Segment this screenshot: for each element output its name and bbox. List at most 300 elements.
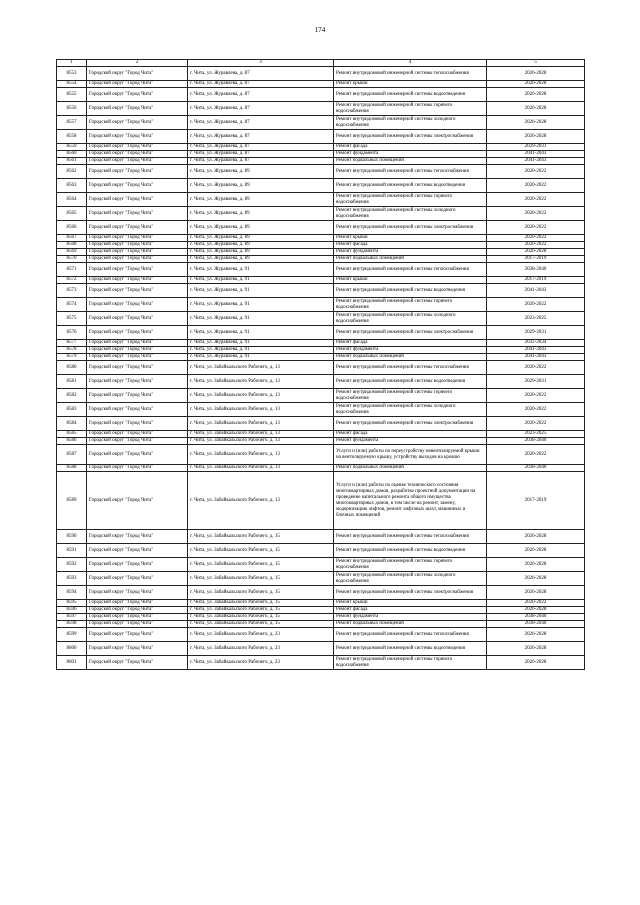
address-cell: г. Чита, ул. Забайкальского Рабочего, д. 13 [188, 431, 334, 438]
period-cell: 2026-2028 [487, 130, 585, 144]
address-cell: г. Чита, ул. Журавлева, д. 89 [188, 207, 334, 221]
table-row [57, 445, 585, 465]
municipality-cell: Городской округ "Город Чита" [87, 375, 188, 389]
period-cell: 2020-2022 [487, 221, 585, 235]
work-type-cell: Ремонт фундамента [334, 347, 487, 354]
municipality-cell: Городской округ "Город Чита" [87, 284, 188, 298]
address-cell: г. Чита, ул. Журавлева, д. 89 [188, 165, 334, 179]
work-type-cell: Ремонт фасада [334, 431, 487, 438]
work-type-cell: Ремонт подвальных помещений [334, 354, 487, 361]
municipality-cell: Городской округ "Город Чита" [87, 600, 188, 607]
address-cell: г. Чита, ул. Забайкальского Рабочего, д. 13 [188, 438, 334, 445]
municipality-cell: Городской округ "Город Чита" [87, 193, 188, 207]
column-header: 3 [188, 60, 334, 67]
table-row [57, 417, 585, 431]
municipality-cell: Городской округ "Город Чита" [87, 431, 188, 438]
row-number: 8557 [57, 116, 87, 130]
municipality-cell: Городской округ "Город Чита" [87, 389, 188, 403]
table-row [57, 221, 585, 235]
address-cell: г. Чита, ул. Журавлева, д. 87 [188, 81, 334, 88]
table-row [57, 179, 585, 193]
work-type-cell: Услуги и (или) работы по переустройству невентилируемой крыши на вентилируемую крышу, устройству выходов на кровлю [334, 445, 487, 465]
address-cell: г. Чита, ул. Забайкальского Рабочего, д. 15 [188, 600, 334, 607]
column-header: 1 [57, 60, 87, 67]
row-number: 8554 [57, 81, 87, 88]
table-row [57, 207, 585, 221]
address-cell: г. Чита, ул. Забайкальского Рабочего, д. 15 [188, 614, 334, 621]
work-type-cell: Ремонт внутридомовой инженерной системы теплоснабжения [334, 263, 487, 277]
municipality-cell: Городской округ "Город Чита" [87, 558, 188, 572]
table-row [57, 530, 585, 544]
table-row [57, 263, 585, 277]
work-type-cell: Ремонт внутридомовой инженерной системы горячего водоснабжения [334, 558, 487, 572]
municipality-cell: Городской округ "Город Чита" [87, 530, 188, 544]
repair-schedule-table [56, 59, 585, 670]
address-cell: г. Чита, ул. Забайкальского Рабочего, д. 13 [188, 465, 334, 472]
work-type-cell: Ремонт внутридомовой инженерной системы горячего водоснабжения [334, 389, 487, 403]
row-number: 8590 [57, 530, 87, 544]
table-row [57, 472, 585, 530]
address-cell: г. Чита, ул. Забайкальского Рабочего, д. 23 [188, 656, 334, 670]
municipality-cell: Городской округ "Город Чита" [87, 151, 188, 158]
work-type-cell: Ремонт фундамента [334, 249, 487, 256]
municipality-cell: Городской округ "Город Чита" [87, 354, 188, 361]
row-number: 8573 [57, 284, 87, 298]
table-row [57, 389, 585, 403]
row-number: 8601 [57, 656, 87, 670]
period-cell: 2041-2043 [487, 284, 585, 298]
row-number: 8598 [57, 621, 87, 628]
work-type-cell: Ремонт подвальных помещений [334, 465, 487, 472]
address-cell: г. Чита, ул. Журавлева, д. 89 [188, 179, 334, 193]
work-type-cell: Ремонт внутридомовой инженерной системы электроснабжения [334, 130, 487, 144]
period-cell: 2017-2019 [487, 277, 585, 284]
municipality-cell: Городской округ "Город Чита" [87, 417, 188, 431]
work-type-cell: Ремонт внутридомовой инженерной системы холодного водоснабжения [334, 403, 487, 417]
column-header: 5 [487, 60, 585, 67]
work-type-cell: Ремонт внутридомовой инженерной системы горячего водоснабжения [334, 102, 487, 116]
municipality-cell: Городской округ "Город Чита" [87, 621, 188, 628]
work-type-cell: Ремонт внутридомовой инженерной системы горячего водоснабжения [334, 193, 487, 207]
work-type-cell: Ремонт внутридомовой инженерной системы водоотведения [334, 642, 487, 656]
address-cell: г. Чита, ул. Журавлева, д. 91 [188, 312, 334, 326]
period-cell: 2026-2028 [487, 530, 585, 544]
address-cell: г. Чита, ул. Забайкальского Рабочего, д. 23 [188, 628, 334, 642]
municipality-cell: Городской округ "Город Чита" [87, 438, 188, 445]
row-number: 8594 [57, 586, 87, 600]
municipality-cell: Городской округ "Город Чита" [87, 67, 188, 81]
row-number: 8563 [57, 179, 87, 193]
work-type-cell: Ремонт внутридомовой инженерной системы электроснабжения [334, 221, 487, 235]
table-row [57, 88, 585, 102]
row-number: 8565 [57, 207, 87, 221]
column-header: 4 [334, 60, 487, 67]
work-type-cell: Ремонт фундамента [334, 614, 487, 621]
municipality-cell: Городской округ "Город Чита" [87, 235, 188, 242]
municipality-cell: Городской округ "Город Чита" [87, 130, 188, 144]
address-cell: г. Чита, ул. Забайкальского Рабочего, д. 13 [188, 417, 334, 431]
address-cell: г. Чита, ул. Журавлева, д. 89 [188, 235, 334, 242]
municipality-cell: Городской округ "Город Чита" [87, 81, 188, 88]
table-row [57, 116, 585, 130]
table-row [57, 326, 585, 340]
period-cell: 2020-2022 [487, 242, 585, 249]
municipality-cell: Городской округ "Город Чита" [87, 144, 188, 151]
address-cell: г. Чита, ул. Забайкальского Рабочего, д. 13 [188, 389, 334, 403]
period-cell: 2020-2022 [487, 193, 585, 207]
table-row [57, 361, 585, 375]
address-cell: г. Чита, ул. Журавлева, д. 87 [188, 102, 334, 116]
work-type-cell: Ремонт внутридомовой инженерной системы водоотведения [334, 284, 487, 298]
period-cell: 2020-2022 [487, 445, 585, 465]
row-number: 8588 [57, 465, 87, 472]
work-type-cell: Ремонт внутридомовой инженерной системы теплоснабжения [334, 530, 487, 544]
work-type-cell: Ремонт внутридомовой инженерной системы теплоснабжения [334, 628, 487, 642]
table-row [57, 312, 585, 326]
municipality-cell: Городской округ "Город Чита" [87, 207, 188, 221]
address-cell: г. Чита, ул. Журавлева, д. 87 [188, 144, 334, 151]
address-cell: г. Чита, ул. Забайкальского Рабочего, д. 13 [188, 375, 334, 389]
row-number: 8576 [57, 326, 87, 340]
municipality-cell: Городской округ "Город Чита" [87, 340, 188, 347]
municipality-cell: Городской округ "Город Чита" [87, 165, 188, 179]
period-cell: 2020-2022 [487, 403, 585, 417]
period-cell: 2020-2022 [487, 207, 585, 221]
work-type-cell: Ремонт фундамента [334, 438, 487, 445]
address-cell: г. Чита, ул. Журавлева, д. 89 [188, 256, 334, 263]
period-cell: 2029-2031 [487, 144, 585, 151]
table-row [57, 347, 585, 354]
row-number: 8578 [57, 347, 87, 354]
period-cell: 2038-2040 [487, 465, 585, 472]
period-cell: 2026-2028 [487, 67, 585, 81]
period-cell: 2029-2031 [487, 375, 585, 389]
address-cell: г. Чита, ул. Журавлева, д. 89 [188, 221, 334, 235]
period-cell: 2026-2028 [487, 586, 585, 600]
work-type-cell: Ремонт внутридомовой инженерной системы горячего водоснабжения [334, 656, 487, 670]
table-row [57, 81, 585, 88]
address-cell: г. Чита, ул. Журавлева, д. 87 [188, 88, 334, 102]
period-cell: 2029-2031 [487, 326, 585, 340]
municipality-cell: Городской округ "Город Чита" [87, 88, 188, 102]
address-cell: г. Чита, ул. Журавлева, д. 89 [188, 249, 334, 256]
address-cell: г. Чита, ул. Журавлева, д. 91 [188, 277, 334, 284]
period-cell: 2026-2028 [487, 88, 585, 102]
period-cell: 2023-2025 [487, 431, 585, 438]
work-type-cell: Ремонт крыши [334, 81, 487, 88]
table-row [57, 438, 585, 445]
period-cell: 2026-2028 [487, 102, 585, 116]
row-number: 8583 [57, 403, 87, 417]
column-header: 2 [87, 60, 188, 67]
period-cell: 2038-2040 [487, 263, 585, 277]
address-cell: г. Чита, ул. Забайкальского Рабочего, д. 13 [188, 472, 334, 530]
municipality-cell: Городской округ "Город Чита" [87, 298, 188, 312]
row-number: 8569 [57, 249, 87, 256]
table-row [57, 614, 585, 621]
period-cell: 2041-2043 [487, 347, 585, 354]
row-number: 8572 [57, 277, 87, 284]
table-row [57, 130, 585, 144]
table-row [57, 242, 585, 249]
work-type-cell: Ремонт крыши [334, 235, 487, 242]
work-type-cell: Ремонт крыши [334, 600, 487, 607]
table-row [57, 431, 585, 438]
table-row [57, 340, 585, 347]
address-cell: г. Чита, ул. Забайкальского Рабочего, д. 15 [188, 544, 334, 558]
row-number: 8567 [57, 235, 87, 242]
address-cell: г. Чита, ул. Забайкальского Рабочего, д. 15 [188, 572, 334, 586]
work-type-cell: Ремонт внутридомовой инженерной системы электроснабжения [334, 417, 487, 431]
table-row [57, 298, 585, 312]
municipality-cell: Городской округ "Город Чита" [87, 656, 188, 670]
row-number: 8558 [57, 130, 87, 144]
period-cell: 2041-2043 [487, 158, 585, 165]
row-number: 8587 [57, 445, 87, 465]
table-row [57, 586, 585, 600]
period-cell: 2026-2028 [487, 642, 585, 656]
row-number: 8584 [57, 417, 87, 431]
work-type-cell: Ремонт внутридомовой инженерной системы холодного водоснабжения [334, 572, 487, 586]
row-number: 8571 [57, 263, 87, 277]
work-type-cell: Ремонт подвальных помещений [334, 158, 487, 165]
row-number: 8581 [57, 375, 87, 389]
municipality-cell: Городской округ "Город Чита" [87, 326, 188, 340]
address-cell: г. Чита, ул. Забайкальского Рабочего, д. 15 [188, 621, 334, 628]
period-cell: 2020-2022 [487, 165, 585, 179]
municipality-cell: Городской округ "Город Чита" [87, 544, 188, 558]
table-row [57, 256, 585, 263]
period-cell: 2038-2040 [487, 438, 585, 445]
address-cell: г. Чита, ул. Журавлева, д. 89 [188, 242, 334, 249]
period-cell: 2026-2028 [487, 572, 585, 586]
table-row [57, 151, 585, 158]
period-cell: 2026-2028 [487, 628, 585, 642]
row-number: 8586 [57, 438, 87, 445]
address-cell: г. Чита, ул. Забайкальского Рабочего, д. 13 [188, 403, 334, 417]
work-type-cell: Ремонт подвальных помещений [334, 256, 487, 263]
row-number: 8568 [57, 242, 87, 249]
work-type-cell: Ремонт крыши [334, 277, 487, 284]
address-cell: г. Чита, ул. Забайкальского Рабочего, д. 13 [188, 445, 334, 465]
address-cell: г. Чита, ул. Журавлева, д. 91 [188, 284, 334, 298]
municipality-cell: Городской округ "Город Чита" [87, 572, 188, 586]
work-type-cell: Ремонт внутридомовой инженерной системы водоотведения [334, 375, 487, 389]
row-number: 8575 [57, 312, 87, 326]
work-type-cell: Ремонт подвальных помещений [334, 621, 487, 628]
row-number: 8600 [57, 642, 87, 656]
address-cell: г. Чита, ул. Забайкальского Рабочего, д. 15 [188, 558, 334, 572]
period-cell: 2041-2043 [487, 151, 585, 158]
period-cell: 2032-2034 [487, 340, 585, 347]
table-row [57, 144, 585, 151]
column-number-row [57, 60, 585, 67]
row-number: 8592 [57, 558, 87, 572]
table-row [57, 158, 585, 165]
page-number: 174 [314, 26, 326, 34]
municipality-cell: Городской округ "Город Чита" [87, 277, 188, 284]
row-number: 8599 [57, 628, 87, 642]
table-row [57, 67, 585, 81]
table-row [57, 354, 585, 361]
municipality-cell: Городской округ "Город Чита" [87, 256, 188, 263]
row-number: 8579 [57, 354, 87, 361]
address-cell: г. Чита, ул. Забайкальского Рабочего, д. 15 [188, 607, 334, 614]
municipality-cell: Городской округ "Город Чита" [87, 607, 188, 614]
table-row [57, 656, 585, 670]
address-cell: г. Чита, ул. Журавлева, д. 87 [188, 130, 334, 144]
municipality-cell: Городской округ "Город Чита" [87, 312, 188, 326]
municipality-cell: Городской округ "Город Чита" [87, 263, 188, 277]
row-number: 8595 [57, 600, 87, 607]
work-type-cell: Ремонт внутридомовой инженерной системы водоотведения [334, 88, 487, 102]
municipality-cell: Городской округ "Город Чита" [87, 445, 188, 465]
row-number: 8591 [57, 544, 87, 558]
municipality-cell: Городской округ "Город Чита" [87, 179, 188, 193]
address-cell: г. Чита, ул. Забайкальского Рабочего, д. 23 [188, 642, 334, 656]
row-number: 8585 [57, 431, 87, 438]
period-cell: 2020-2022 [487, 179, 585, 193]
table-row [57, 600, 585, 607]
table-row [57, 235, 585, 242]
period-cell: 2038-2040 [487, 614, 585, 621]
address-cell: г. Чита, ул. Журавлева, д. 87 [188, 116, 334, 130]
row-number: 8559 [57, 144, 87, 151]
municipality-cell: Городской округ "Город Чита" [87, 242, 188, 249]
work-type-cell: Ремонт фундамента [334, 151, 487, 158]
period-cell: 2020-2022 [487, 235, 585, 242]
work-type-cell: Ремонт внутридомовой инженерной системы электроснабжения [334, 326, 487, 340]
row-number: 8555 [57, 88, 87, 102]
work-type-cell: Ремонт фасада [334, 340, 487, 347]
table-row [57, 642, 585, 656]
period-cell: 2017-2019 [487, 472, 585, 530]
table-row [57, 558, 585, 572]
table-row [57, 465, 585, 472]
table-row [57, 249, 585, 256]
row-number: 8566 [57, 221, 87, 235]
address-cell: г. Чита, ул. Забайкальского Рабочего, д. 15 [188, 530, 334, 544]
work-type-cell: Ремонт внутридомовой инженерной системы холодного водоснабжения [334, 207, 487, 221]
municipality-cell: Городской округ "Город Чита" [87, 221, 188, 235]
address-cell: г. Чита, ул. Журавлева, д. 91 [188, 340, 334, 347]
address-cell: г. Чита, ул. Журавлева, д. 87 [188, 151, 334, 158]
work-type-cell: Ремонт фасада [334, 242, 487, 249]
address-cell: г. Чита, ул. Забайкальского Рабочего, д. 15 [188, 586, 334, 600]
period-cell: 2041-2043 [487, 354, 585, 361]
work-type-cell: Ремонт внутридомовой инженерной системы водоотведения [334, 179, 487, 193]
row-number: 8564 [57, 193, 87, 207]
row-number: 8553 [57, 67, 87, 81]
address-cell: г. Чита, ул. Журавлева, д. 91 [188, 347, 334, 354]
municipality-cell: Городской округ "Город Чита" [87, 249, 188, 256]
table-row [57, 607, 585, 614]
address-cell: г. Чита, ул. Журавлева, д. 87 [188, 67, 334, 81]
row-number: 8596 [57, 607, 87, 614]
table-row [57, 165, 585, 179]
period-cell: 2017-2019 [487, 256, 585, 263]
table-row [57, 544, 585, 558]
municipality-cell: Городской округ "Город Чита" [87, 472, 188, 530]
period-cell: 2023-2025 [487, 312, 585, 326]
work-type-cell: Ремонт внутридомовой инженерной системы теплоснабжения [334, 361, 487, 375]
address-cell: г. Чита, ул. Журавлева, д. 91 [188, 326, 334, 340]
table-row [57, 572, 585, 586]
row-number: 8556 [57, 102, 87, 116]
work-type-cell: Ремонт внутридомовой инженерной системы холодного водоснабжения [334, 312, 487, 326]
row-number: 8582 [57, 389, 87, 403]
municipality-cell: Городской округ "Город Чита" [87, 465, 188, 472]
row-number: 8561 [57, 158, 87, 165]
municipality-cell: Городской округ "Город Чита" [87, 158, 188, 165]
period-cell: 2038-2040 [487, 621, 585, 628]
row-number: 8574 [57, 298, 87, 312]
municipality-cell: Городской округ "Город Чита" [87, 614, 188, 621]
municipality-cell: Городской округ "Город Чита" [87, 586, 188, 600]
period-cell: 2026-2028 [487, 81, 585, 88]
municipality-cell: Городской округ "Город Чита" [87, 116, 188, 130]
municipality-cell: Городской округ "Город Чита" [87, 361, 188, 375]
work-type-cell: Ремонт фасада [334, 607, 487, 614]
municipality-cell: Городской округ "Город Чита" [87, 347, 188, 354]
work-type-cell: Ремонт внутридомовой инженерной системы водоотведения [334, 544, 487, 558]
period-cell: 2020-2022 [487, 298, 585, 312]
municipality-cell: Городской округ "Город Чита" [87, 642, 188, 656]
period-cell: 2020-2022 [487, 417, 585, 431]
address-cell: г. Чита, ул. Журавлева, д. 87 [188, 158, 334, 165]
table-row [57, 628, 585, 642]
period-cell: 2026-2028 [487, 249, 585, 256]
work-type-cell: Ремонт внутридомовой инженерной системы теплоснабжения [334, 67, 487, 81]
row-number: 8597 [57, 614, 87, 621]
address-cell: г. Чита, ул. Журавлева, д. 91 [188, 263, 334, 277]
table-row [57, 375, 585, 389]
row-number: 8562 [57, 165, 87, 179]
work-type-cell: Ремонт внутридомовой инженерной системы горячего водоснабжения [334, 298, 487, 312]
table-row [57, 102, 585, 116]
row-number: 8560 [57, 151, 87, 158]
municipality-cell: Городской округ "Город Чита" [87, 403, 188, 417]
row-number: 8593 [57, 572, 87, 586]
period-cell: 2020-2022 [487, 600, 585, 607]
period-cell: 2020-2022 [487, 389, 585, 403]
period-cell: 2026-2028 [487, 656, 585, 670]
work-type-cell: Ремонт фасада [334, 144, 487, 151]
work-type-cell: Ремонт внутридомовой инженерной системы холодного водоснабжения [334, 116, 487, 130]
work-type-cell: Ремонт внутридомовой инженерной системы электроснабжения [334, 586, 487, 600]
table-row [57, 277, 585, 284]
row-number: 8589 [57, 472, 87, 530]
table-row [57, 621, 585, 628]
row-number: 8580 [57, 361, 87, 375]
municipality-cell: Городской округ "Город Чита" [87, 628, 188, 642]
period-cell: 2026-2028 [487, 116, 585, 130]
address-cell: г. Чита, ул. Забайкальского Рабочего, д. 13 [188, 361, 334, 375]
table-row [57, 403, 585, 417]
municipality-cell: Городской округ "Город Чита" [87, 102, 188, 116]
period-cell: 2026-2028 [487, 558, 585, 572]
address-cell: г. Чита, ул. Журавлева, д. 89 [188, 193, 334, 207]
period-cell: 2026-2028 [487, 544, 585, 558]
period-cell: 2026-2028 [487, 607, 585, 614]
row-number: 8577 [57, 340, 87, 347]
table-row [57, 193, 585, 207]
work-type-cell: Ремонт внутридомовой инженерной системы теплоснабжения [334, 165, 487, 179]
table-row [57, 284, 585, 298]
row-number: 8570 [57, 256, 87, 263]
period-cell: 2020-2022 [487, 361, 585, 375]
address-cell: г. Чита, ул. Журавлева, д. 91 [188, 298, 334, 312]
